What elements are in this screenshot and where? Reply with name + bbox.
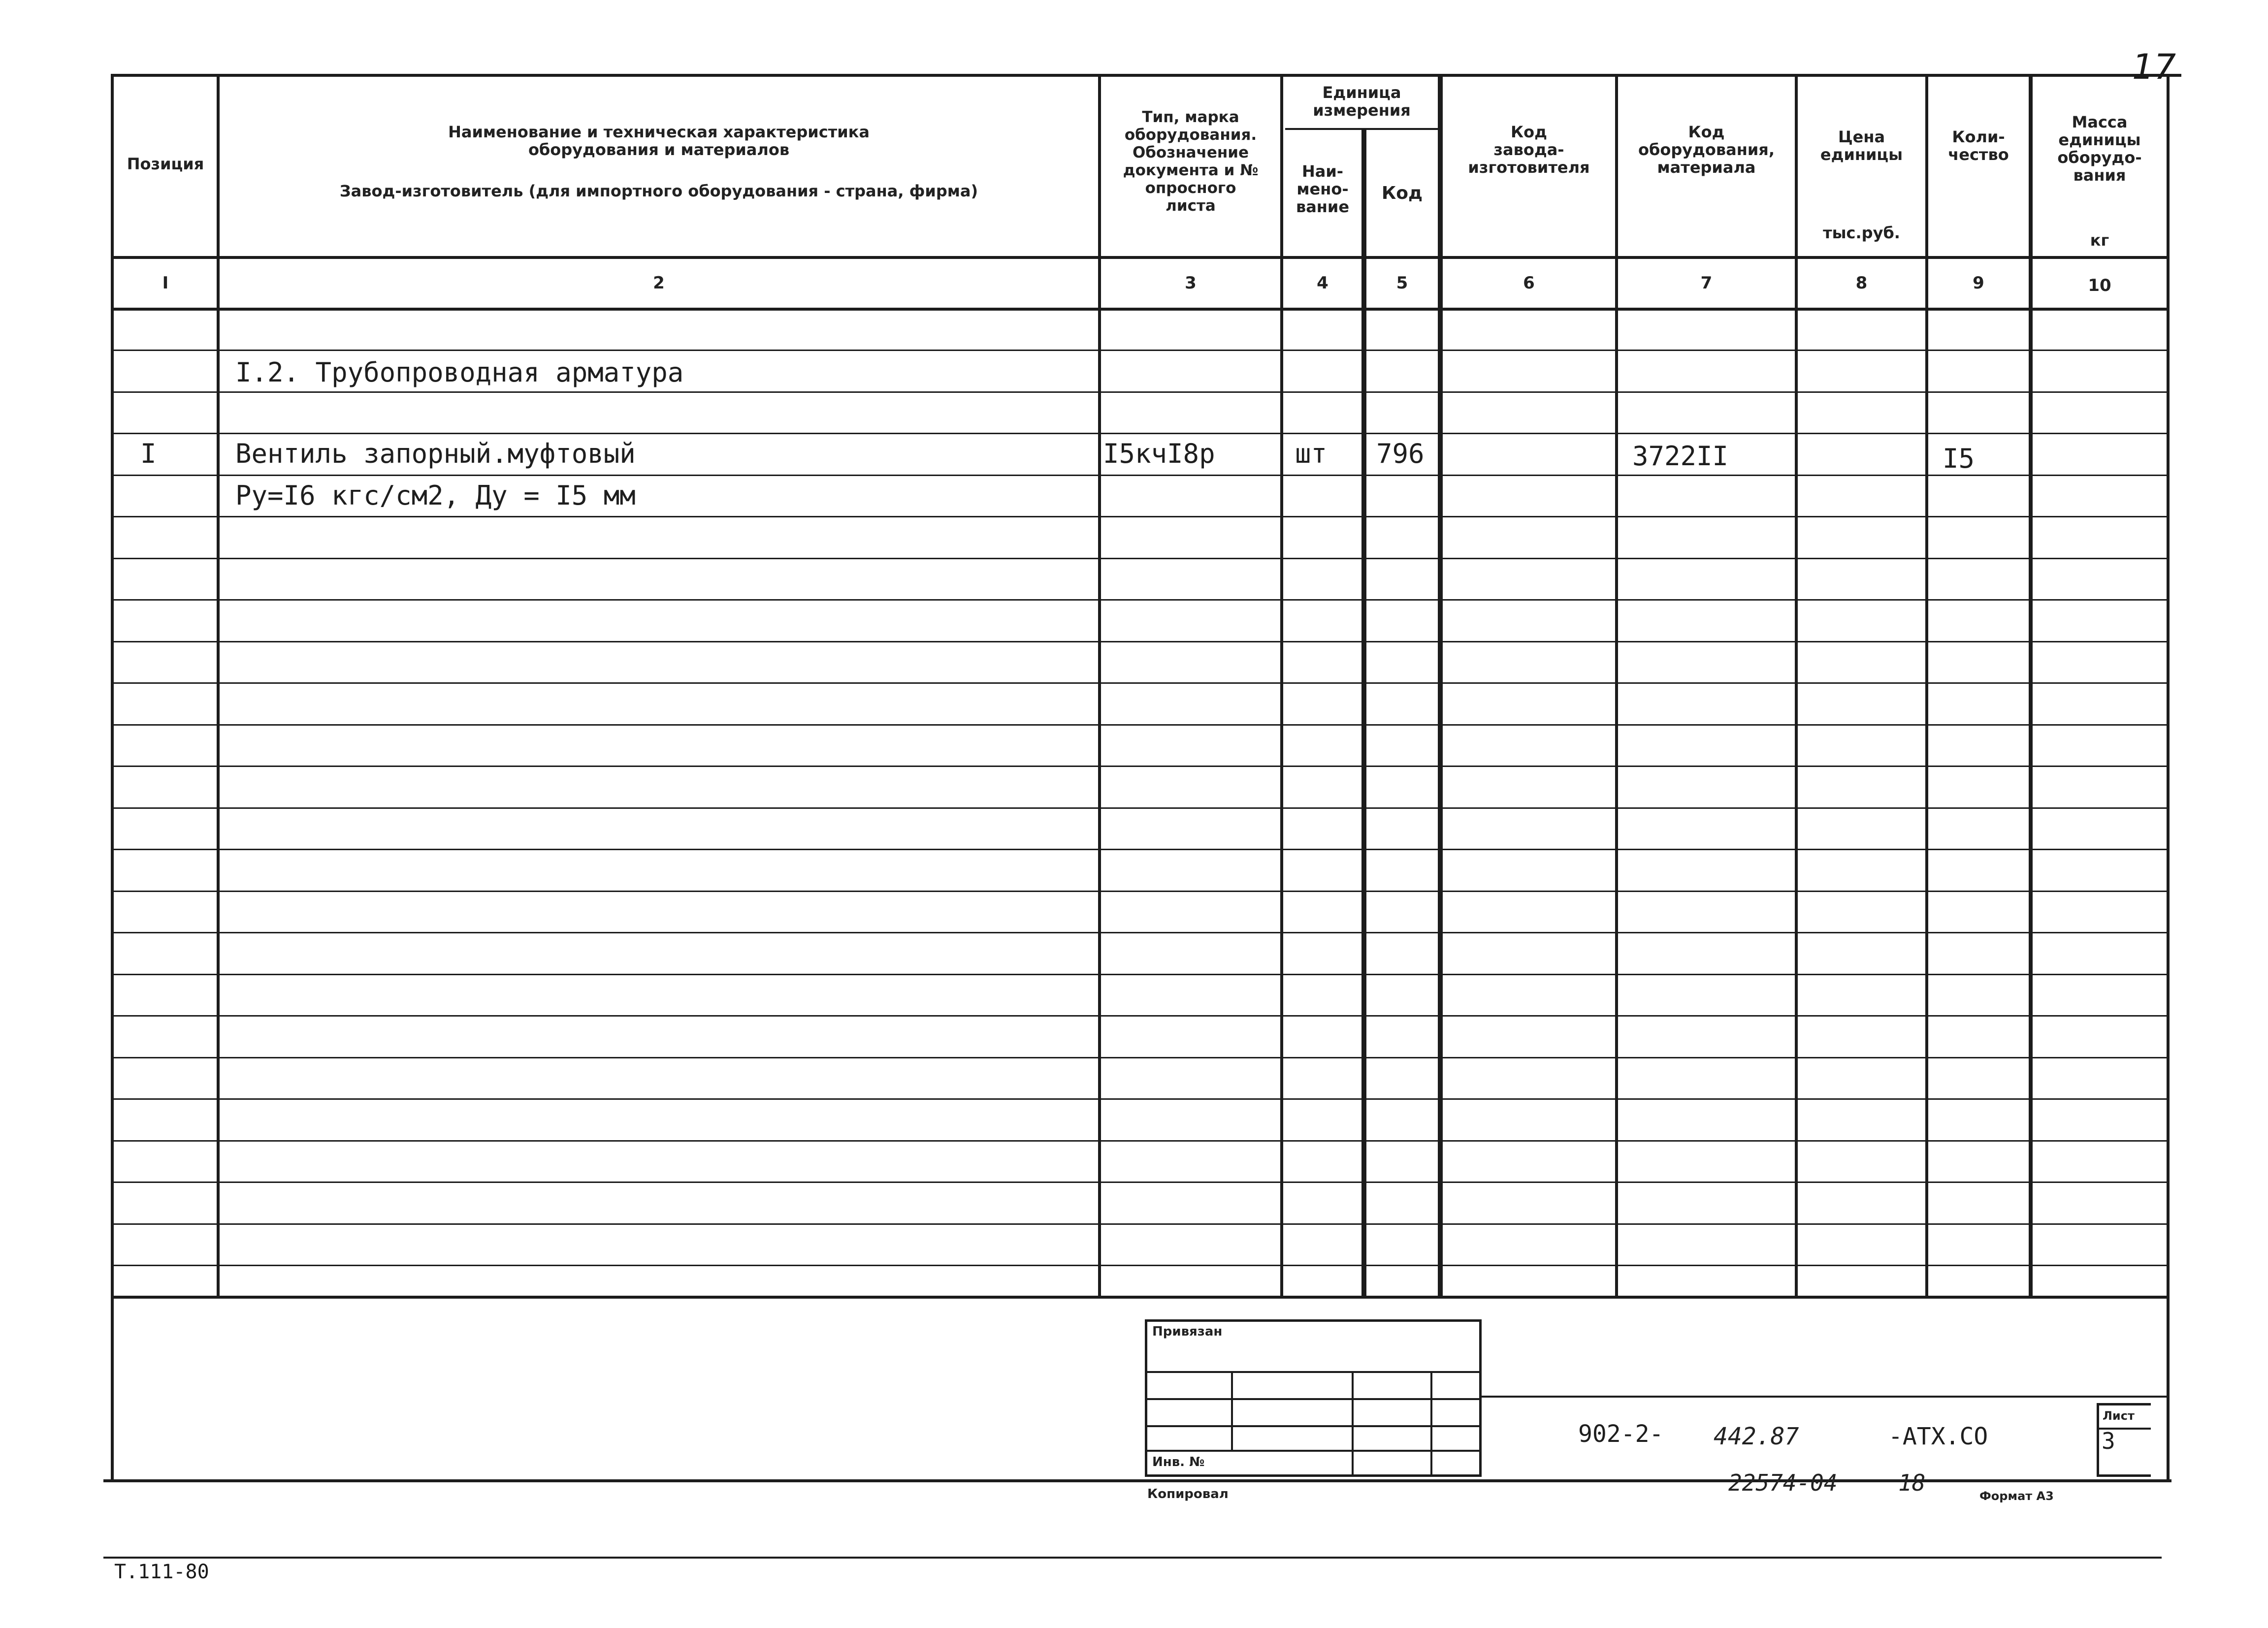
stamp-line-1 <box>1147 1371 1480 1373</box>
archive-sheet: 18 <box>1898 1469 1926 1496</box>
format-label: Формат А3 <box>1979 1489 2054 1503</box>
frame-left <box>111 74 114 1482</box>
header-unit-group: Единица измерения <box>1313 83 1411 120</box>
col-line-3 <box>1280 74 1283 1297</box>
row-line <box>113 475 2169 476</box>
row-line <box>113 1181 2169 1183</box>
row-line <box>113 391 2169 393</box>
table-bottom-line <box>113 1296 2169 1299</box>
stamp-kopiroval: Копировал <box>1147 1487 1229 1501</box>
item-name-line1: Вентиль запорный.муфтовый <box>235 438 636 469</box>
row-line <box>113 766 2169 767</box>
row-line <box>113 1223 2169 1225</box>
header-type: Тип, марка оборудования. Обозначение документа и № опросного листа <box>1123 108 1259 215</box>
col-number-7: 7 <box>1700 273 1713 293</box>
archive-number: 22574-04 <box>1728 1469 1838 1496</box>
col-number-5: 5 <box>1396 273 1408 293</box>
col-number-6: 6 <box>1523 273 1535 293</box>
stamp-inv: Инв. № <box>1152 1455 1205 1469</box>
frame-top <box>113 74 2181 77</box>
row-line <box>113 807 2169 809</box>
doc-block-top <box>1482 1396 2169 1398</box>
header-position: Позиция <box>127 155 204 173</box>
row-line <box>113 849 2169 850</box>
row-line <box>113 599 2169 601</box>
col-line-4 <box>1361 128 1366 1297</box>
row-line <box>113 974 2169 975</box>
row-line <box>113 350 2169 351</box>
header-unit-code: Код <box>1381 183 1423 203</box>
header-bottom-line <box>113 256 2169 259</box>
stamp-vline-3 <box>1430 1371 1432 1477</box>
col-number-4: 4 <box>1317 273 1328 293</box>
header-unit-name: Наи- мено- вание <box>1296 162 1350 216</box>
header-mass: Масса единицы оборудо- вания <box>2057 113 2142 185</box>
row-line <box>113 932 2169 933</box>
col-line-1 <box>217 74 220 1297</box>
row-line <box>113 1140 2169 1142</box>
stamp-line-4 <box>1147 1450 1480 1452</box>
col-line-5 <box>1438 74 1443 1297</box>
row-line <box>113 1057 2169 1058</box>
header-name: Наименование и техническая характеристика оборудования и материалов <box>448 123 870 159</box>
item-position: I <box>140 438 157 469</box>
col-number-3: 3 <box>1185 273 1197 293</box>
col-line-9 <box>2029 74 2033 1297</box>
row-line <box>113 516 2169 517</box>
col-number-8: 8 <box>1855 273 1868 293</box>
item-name-line2: Ру=I6 кгс/см2, Ду = I5 мм <box>235 480 636 511</box>
header-quantity: Коли- чество <box>1948 128 2009 164</box>
item-unit-code: 796 <box>1376 438 1425 469</box>
row-line <box>113 1015 2169 1017</box>
bottom-rule <box>103 1557 2162 1559</box>
stamp-vline-1 <box>1231 1371 1233 1450</box>
row-line <box>113 682 2169 684</box>
section-title: I.2. Трубопроводная арматура <box>235 357 684 388</box>
stamp-line-2 <box>1147 1398 1480 1400</box>
row-line <box>113 558 2169 559</box>
row-line <box>113 1098 2169 1100</box>
item-equipment-code: 3722II <box>1632 441 1729 472</box>
doc-prefix: 902-2- <box>1578 1420 1664 1448</box>
row-line <box>113 1265 2169 1266</box>
col-line-2 <box>1098 74 1101 1297</box>
item-type: I5кчI8р <box>1103 438 1215 469</box>
list-number: 3 <box>2102 1428 2115 1454</box>
col-line-7 <box>1795 74 1798 1297</box>
header-mass-unit: кг <box>2090 231 2109 250</box>
doc-number: 442.87 <box>1714 1423 1799 1450</box>
row-line <box>113 433 2169 434</box>
header-price: Цена единицы <box>1820 128 1903 164</box>
frame-bottom <box>103 1479 2171 1482</box>
col-number-10: 10 <box>2088 276 2111 295</box>
header-equipment-code: Код оборудования, материала <box>1638 123 1775 177</box>
col-line-6 <box>1615 74 1618 1297</box>
col-number-1: I <box>162 273 169 293</box>
list-label: Лист <box>2103 1409 2135 1423</box>
frame-right <box>2167 74 2170 1482</box>
colnum-bottom-line <box>113 308 2169 311</box>
stamp-vline-2 <box>1352 1371 1354 1477</box>
col-line-8 <box>1925 74 1928 1297</box>
item-quantity: I5 <box>1943 443 1975 474</box>
bottom-code: Т.111-80 <box>114 1561 209 1583</box>
header-price-unit: тыс.руб. <box>1823 223 1900 242</box>
row-line <box>113 641 2169 642</box>
item-unit-name: шт <box>1295 438 1328 469</box>
row-line <box>113 724 2169 726</box>
stamp-line-3 <box>1147 1425 1480 1427</box>
header-factory-code: Код завода- изготовителя <box>1468 123 1590 177</box>
sheet-corner-number: 17 <box>2132 47 2176 87</box>
doc-suffix: -АТХ.СО <box>1888 1423 1988 1450</box>
header-manufacturer: Завод-изготовитель (для импортного оборудования - страна, фирма) <box>339 182 978 200</box>
row-line <box>113 891 2169 892</box>
stamp-privyazan: Привязан <box>1152 1324 1223 1339</box>
col-number-9: 9 <box>1973 273 1984 293</box>
col-number-2: 2 <box>653 273 665 293</box>
